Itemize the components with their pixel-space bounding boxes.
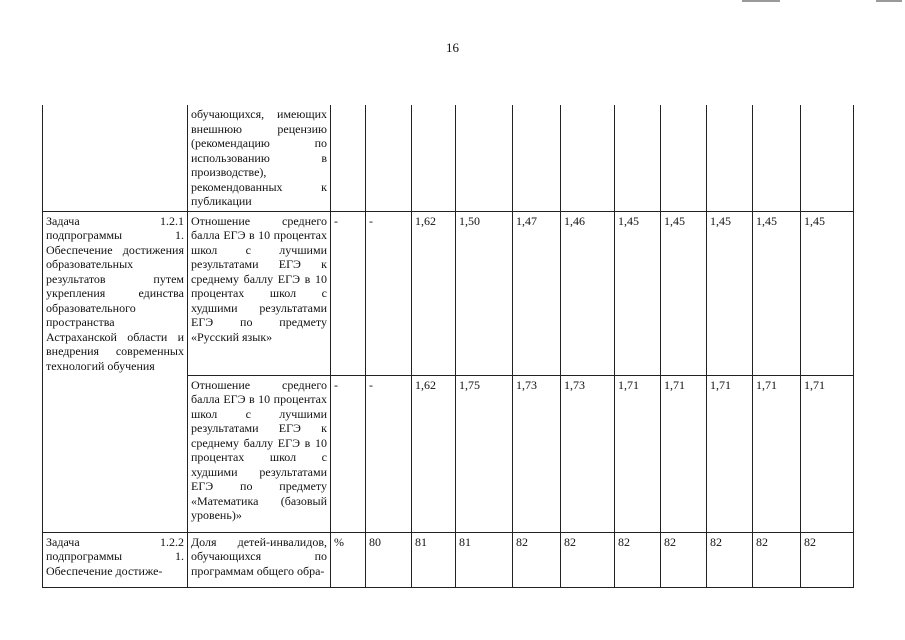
value-cell: 81: [456, 532, 513, 587]
task-cell: [43, 375, 188, 532]
value-cell: 1,45: [753, 211, 801, 375]
indicator-cell: Доля детей-инвалидов, обучающихся по программам общего обра-: [188, 532, 331, 587]
value-cell: 1,45: [707, 211, 753, 375]
value-cell: [615, 105, 661, 211]
table-row: [43, 105, 854, 211]
value-cell: 1,47: [513, 211, 561, 375]
value-cell: 1,71: [615, 375, 661, 532]
value-cell: 82: [561, 532, 615, 587]
indicators-table: [42, 105, 854, 588]
scan-mark-top-left: [742, 0, 780, 2]
indicator-cell: обучающихся, имеющих внешнюю рецензию (рекомендацию по использованию в производстве), рекомендованных к публикации: [188, 105, 331, 211]
table-row: [43, 211, 854, 375]
unit-cell: -: [331, 211, 366, 375]
value-cell: [707, 105, 753, 211]
value-cell: [661, 105, 707, 211]
value-cell: 1,75: [456, 375, 513, 532]
value-cell: [412, 105, 456, 211]
value-cell: 1,46: [561, 211, 615, 375]
value-cell: 1,62: [412, 375, 456, 532]
value-cell: 1,45: [801, 211, 854, 375]
value-cell: 80: [366, 532, 412, 587]
task-cell: Задача 1.2.2 подпрограммы 1. Обеспечение достиже-: [43, 532, 188, 587]
value-cell: 82: [513, 532, 561, 587]
value-cell: [456, 105, 513, 211]
value-cell: [753, 105, 801, 211]
value-cell: -: [366, 211, 412, 375]
scan-mark-top-right: [876, 0, 902, 2]
value-cell: 1,50: [456, 211, 513, 375]
value-cell: 82: [801, 532, 854, 587]
indicator-cell: Отношение среднего балла ЕГЭ в 10 процентах школ с лучшими результатами ЕГЭ к среднему баллу ЕГЭ в 10 процентах школ с худшими результатами ЕГЭ по предмету «Математика (базовый уровень)»: [188, 375, 331, 532]
task-cell: [43, 105, 188, 211]
value-cell: -: [366, 375, 412, 532]
value-cell: [801, 105, 854, 211]
value-cell: 1,71: [661, 375, 707, 532]
value-cell: 1,71: [753, 375, 801, 532]
unit-cell: [331, 105, 366, 211]
table-row: [43, 532, 854, 587]
value-cell: 82: [615, 532, 661, 587]
unit-cell: %: [331, 532, 366, 587]
value-cell: [513, 105, 561, 211]
value-cell: 1,62: [412, 211, 456, 375]
value-cell: [561, 105, 615, 211]
value-cell: 82: [753, 532, 801, 587]
value-cell: 1,45: [615, 211, 661, 375]
value-cell: 81: [412, 532, 456, 587]
value-cell: 1,73: [561, 375, 615, 532]
value-cell: 82: [661, 532, 707, 587]
task-cell: Задача 1.2.1 подпрограммы 1. Обеспечение достижения образовательных результатов путем укрепления единства образовательного пространства Астраханской области и внедрения современных технологий обучения: [43, 211, 188, 375]
page-number: 16: [446, 40, 459, 55]
value-cell: 82: [707, 532, 753, 587]
unit-cell: -: [331, 375, 366, 532]
table-row: [43, 375, 854, 532]
value-cell: 1,73: [513, 375, 561, 532]
value-cell: [366, 105, 412, 211]
value-cell: 1,71: [801, 375, 854, 532]
indicator-cell: Отношение среднего балла ЕГЭ в 10 процентах школ с лучшими результатами ЕГЭ к среднему баллу ЕГЭ в 10 процентах школ с худшими результатами ЕГЭ по предмету «Русский язык»: [188, 211, 331, 375]
value-cell: 1,71: [707, 375, 753, 532]
value-cell: 1,45: [661, 211, 707, 375]
